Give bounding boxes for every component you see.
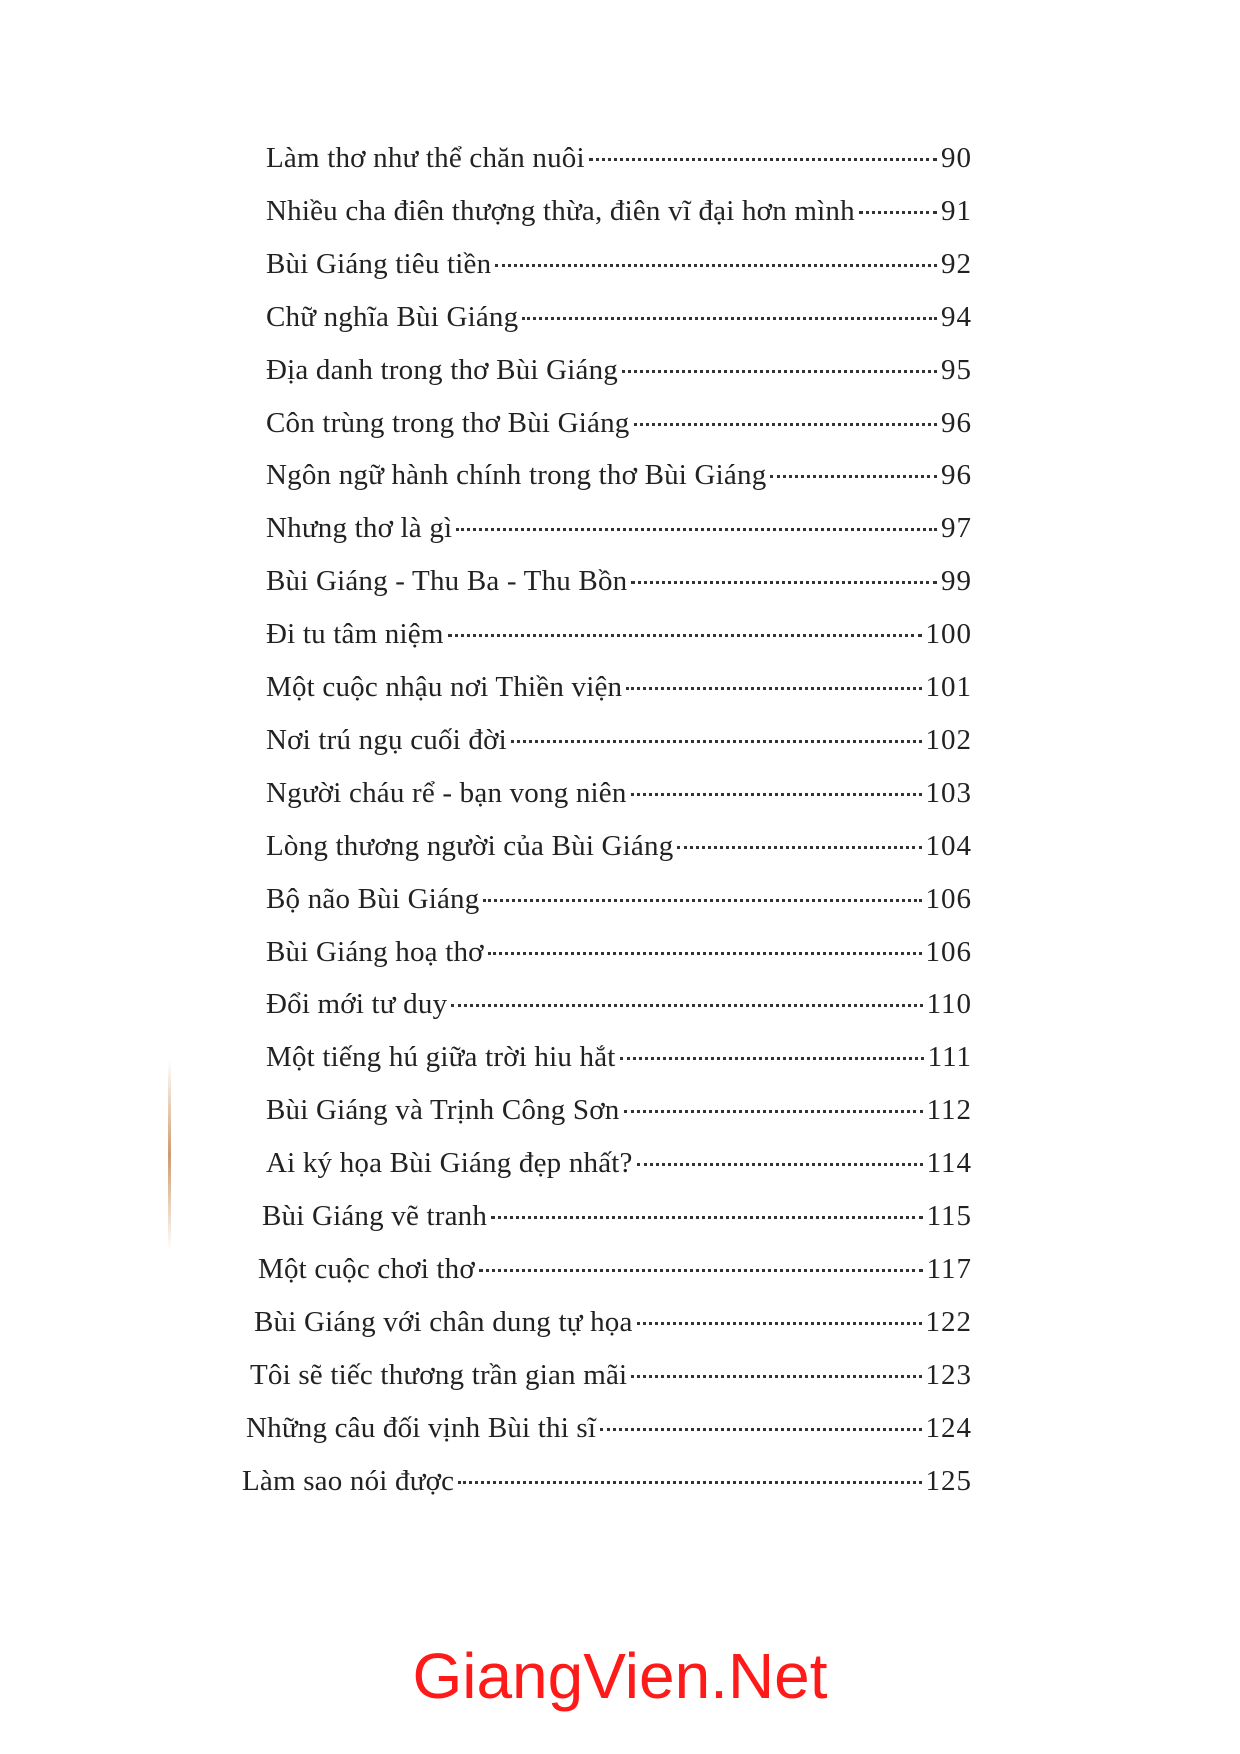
toc-dot-leader <box>479 1268 923 1272</box>
toc-entry <box>266 669 972 705</box>
toc-entry-page: 91 <box>941 194 972 227</box>
toc-entry <box>266 563 972 599</box>
toc-entry-page: 111 <box>927 1041 972 1074</box>
toc-entry <box>258 1251 972 1287</box>
toc-entry-page: 115 <box>926 1200 972 1232</box>
toc-entry-title: Nhiều cha điên thượng thừa, điên vĩ đại hơn mình <box>266 194 855 227</box>
toc-entry-page: 94 <box>941 300 972 333</box>
toc-entry-title: Một cuộc chơi thơ <box>258 1252 475 1285</box>
toc-dot-leader <box>624 1109 923 1113</box>
toc-dot-leader <box>488 951 922 955</box>
toc-dot-leader <box>631 580 937 584</box>
toc-dot-leader <box>631 792 922 796</box>
toc-dot-leader <box>456 527 937 531</box>
toc-entry-page: 106 <box>925 882 972 915</box>
toc-entry <box>266 722 972 758</box>
toc-entry <box>266 881 972 917</box>
toc-entry-title: Người cháu rể - bạn vong niên <box>266 776 627 809</box>
toc-entry-page: 96 <box>941 459 972 492</box>
toc-dot-leader <box>451 1003 922 1007</box>
toc-entry-title: Nhưng thơ là gì <box>266 512 453 545</box>
toc-entry-page: 112 <box>926 1094 972 1127</box>
toc-entry-title: Bùi Giáng vẽ tranh <box>262 1200 488 1232</box>
toc-dot-leader <box>770 474 937 478</box>
toc-entry-title: Bùi Giáng tiêu tiền <box>266 247 492 280</box>
toc-entry <box>266 246 972 282</box>
toc-entry-page: 124 <box>925 1411 972 1444</box>
toc-entry-page: 90 <box>941 142 972 174</box>
toc-entry-title: Một cuộc nhậu nơi Thiền viện <box>266 671 623 703</box>
toc-dot-leader <box>600 1427 921 1431</box>
toc-entry <box>266 1145 972 1181</box>
toc-entry-title: Bộ não Bùi Giáng <box>266 882 480 915</box>
toc-entry <box>266 1092 972 1128</box>
toc-dot-leader <box>589 157 937 161</box>
toc-entry <box>266 510 972 546</box>
toc-entry-title: Nơi trú ngụ cuối đời <box>266 723 507 756</box>
toc-entry <box>266 1039 972 1075</box>
toc-entry <box>246 1410 972 1446</box>
toc-entry <box>266 934 972 970</box>
toc-dot-leader <box>637 1321 922 1325</box>
toc-dot-leader <box>637 1162 923 1166</box>
toc-entry-title: Tôi sẽ tiếc thương trần gian mãi <box>250 1358 628 1391</box>
toc-entry <box>254 1304 972 1340</box>
toc-dot-leader <box>511 739 922 743</box>
toc-dot-leader <box>677 845 921 849</box>
toc-entry-title: Bùi Giáng và Trịnh Công Sơn <box>266 1094 620 1127</box>
toc-entry-page: 110 <box>926 988 972 1021</box>
toc-entry-title: Địa danh trong thơ Bùi Giáng <box>266 353 618 386</box>
toc-entry <box>266 775 972 811</box>
toc-entry-page: 101 <box>925 671 972 703</box>
toc-entry <box>266 193 972 229</box>
toc-entry-page: 99 <box>941 565 972 598</box>
toc-entry-page: 97 <box>941 512 972 545</box>
toc-entry-page: 92 <box>941 247 972 280</box>
toc-entry <box>266 299 972 335</box>
toc-entry-page: 104 <box>925 829 972 862</box>
toc-entry-page: 106 <box>925 935 972 968</box>
toc-dot-leader <box>495 263 937 267</box>
toc-dot-leader <box>859 210 937 214</box>
toc-entry-title: Những câu đối vịnh Bùi thi sĩ <box>246 1411 597 1444</box>
toc-entry-page: 103 <box>925 776 972 809</box>
toc-dot-leader <box>631 1374 921 1378</box>
toc-entry <box>266 140 972 176</box>
toc-entry-page: 117 <box>926 1252 972 1285</box>
toc-entry-page: 96 <box>941 406 972 439</box>
toc-entry-title: Bùi Giáng hoạ thơ <box>266 935 484 968</box>
toc-entry-page: 100 <box>925 618 972 651</box>
toc-entry <box>266 352 972 388</box>
toc-entry-title: Một tiếng hú giữa trời hiu hắt <box>266 1041 616 1074</box>
watermark-text: GiangVien.Net <box>412 1640 828 1712</box>
toc-entry-page: 95 <box>941 353 972 386</box>
toc-entry-page: 114 <box>926 1147 972 1180</box>
toc-entry <box>266 457 972 493</box>
toc-entry <box>242 1463 972 1499</box>
toc-entry-title: Đi tu tâm niệm <box>266 618 444 651</box>
toc-entry <box>250 1357 972 1393</box>
toc-entry <box>266 616 972 652</box>
toc-dot-leader <box>491 1215 922 1219</box>
toc-dot-leader <box>622 369 937 373</box>
toc-dot-leader <box>620 1056 924 1060</box>
toc-entry-title: Làm sao nói được <box>242 1464 455 1497</box>
toc-dot-leader <box>634 422 938 426</box>
toc-entry-title: Chữ nghĩa Bùi Giáng <box>266 300 519 333</box>
toc-dot-leader <box>522 316 937 320</box>
toc-entry <box>266 986 972 1022</box>
toc-dot-leader <box>626 686 921 690</box>
toc-entry-title: Ngôn ngữ hành chính trong thơ Bùi Giáng <box>266 459 767 492</box>
toc-entry-title: Làm thơ như thể chăn nuôi <box>266 142 585 174</box>
toc-entry-title: Bùi Giáng với chân dung tự họa <box>254 1305 633 1338</box>
toc-entry-page: 123 <box>925 1358 972 1391</box>
toc-dot-leader <box>448 633 922 637</box>
toc-entry-title: Ai ký họa Bùi Giáng đẹp nhất? <box>266 1147 633 1180</box>
toc-entry-page: 122 <box>925 1305 972 1338</box>
toc-entry-title: Lòng thương người của Bùi Giáng <box>266 829 674 862</box>
toc-entry-page: 102 <box>925 723 972 756</box>
toc-entry-title: Đổi mới tư duy <box>266 988 448 1021</box>
toc-entry-title: Côn trùng trong thơ Bùi Giáng <box>266 406 630 439</box>
toc-dot-leader <box>458 1480 921 1484</box>
toc-dot-leader <box>483 898 921 902</box>
toc-entry <box>266 405 972 441</box>
toc-entry <box>262 1198 972 1234</box>
toc-entry-page: 125 <box>925 1464 972 1497</box>
toc-entry <box>266 828 972 864</box>
toc-entry-title: Bùi Giáng - Thu Ba - Thu Bồn <box>266 565 628 598</box>
